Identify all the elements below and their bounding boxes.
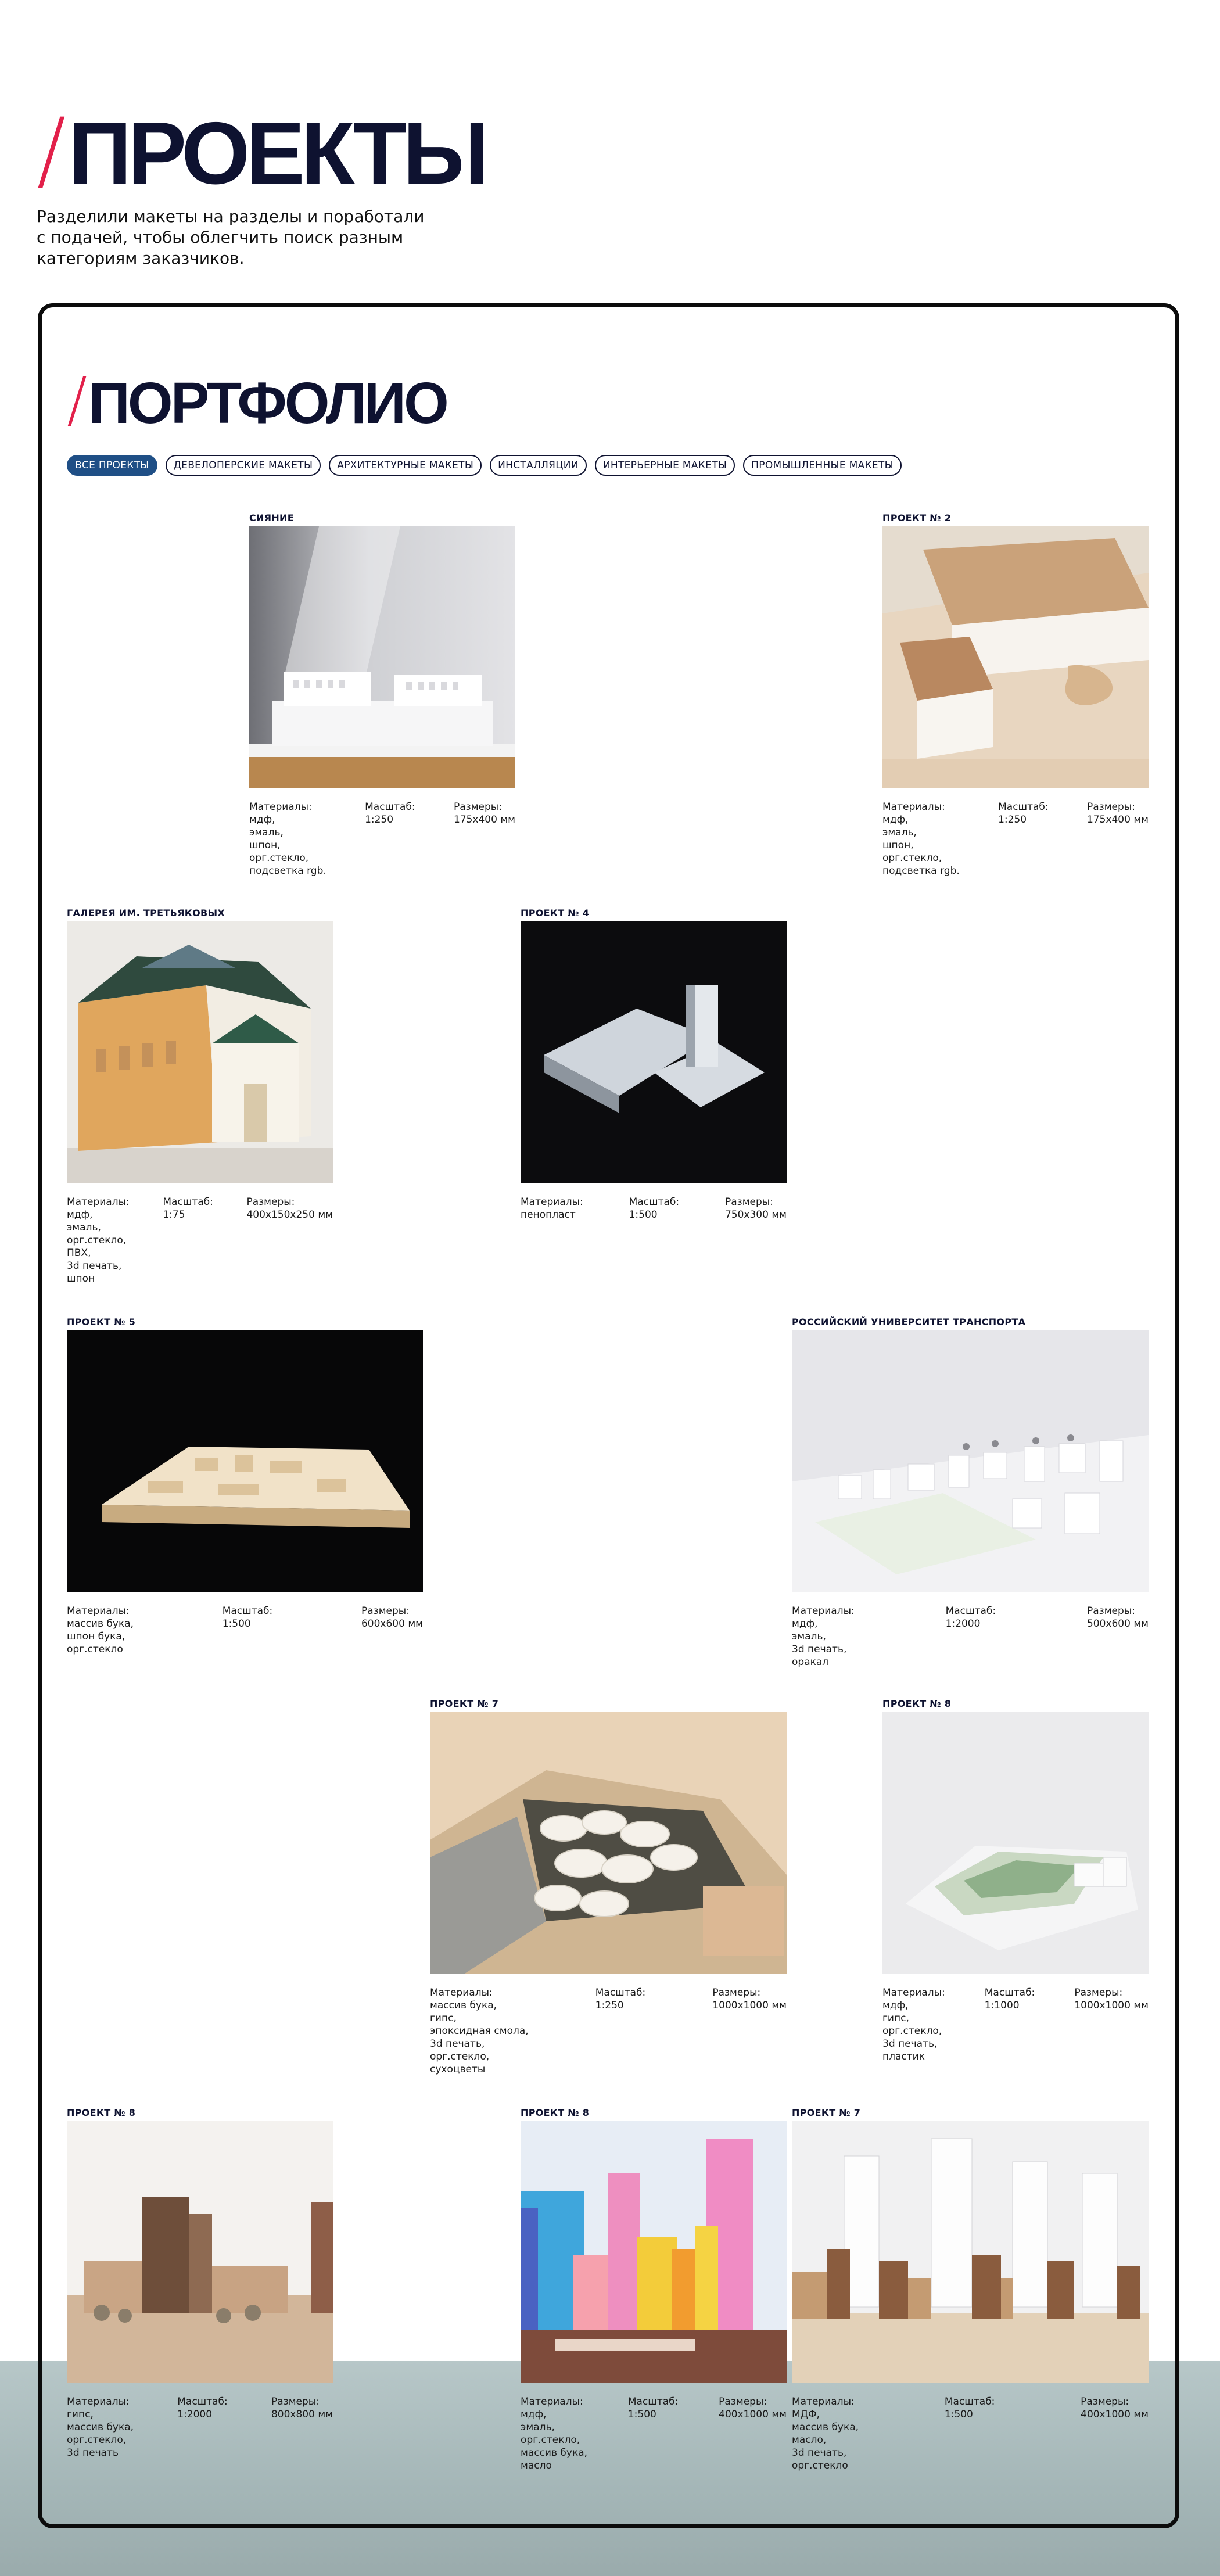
project-card[interactable] [249, 512, 515, 877]
meta-size [719, 2395, 787, 2472]
project-card[interactable] [67, 1316, 423, 1655]
size-value: 500х600 мм [1086, 1618, 1149, 1630]
hero-description: Разделили макеты на разделы и поработали с подачей, чтобы облегчить поиск разным категориям заказчиков. [37, 207, 425, 268]
size-label: Размеры: [712, 1987, 761, 1999]
materials-value: массив бука, шпон бука, орг.стекло [67, 1618, 134, 1655]
title-slash-mark: / [37, 100, 66, 201]
materials-value: мдф, эмаль, шпон, орг.стекло, подсветка rgb. [882, 814, 960, 877]
meta-scale [946, 1605, 996, 1669]
project-card[interactable] [67, 907, 333, 1285]
materials-value: мдф, гипс, орг.стекло, 3d печать, пластик [882, 2000, 942, 2062]
materials-value: массив бука, гипс, эпоксидная смола, 3d печать, орг.стекло, сухоцветы [430, 2000, 529, 2075]
project-card[interactable] [521, 2107, 787, 2471]
page-title [37, 100, 486, 203]
scale-label: Масштаб: [998, 801, 1049, 813]
portfolio-filter-bar [67, 455, 902, 476]
materials-label: Материалы: [249, 801, 312, 813]
project-photo[interactable] [521, 921, 787, 1183]
project-photo[interactable] [67, 921, 333, 1183]
project-photo[interactable] [430, 1712, 787, 1974]
meta-size [454, 801, 515, 877]
materials-label: Материалы: [67, 2396, 130, 2408]
project-card[interactable] [882, 1698, 1149, 2062]
size-value: 400х1000 мм [1081, 2409, 1149, 2420]
size-value: 1000х1000 мм [1074, 2000, 1149, 2011]
project-title: ПРОЕКТ № 5 [67, 1316, 136, 1328]
project-photo[interactable] [67, 2121, 333, 2383]
size-value: 400х150х250 мм [246, 1209, 333, 1221]
project-title: ПРОЕКТ № 2 [882, 512, 952, 523]
page-title-text: ПРОЕКТЫ [68, 104, 486, 203]
project-photo[interactable] [882, 526, 1149, 788]
meta-size [1081, 2395, 1149, 2472]
materials-value: мдф, эмаль, орг.стекло, ПВХ, 3d печать, шпон [67, 1209, 127, 1285]
project-photo[interactable] [882, 1712, 1149, 1974]
materials-value: мдф, эмаль, 3d печать, оракал [792, 1618, 847, 1668]
materials-label: Материалы: [792, 1605, 855, 1617]
project-photo[interactable] [792, 2121, 1149, 2383]
meta-size [361, 1605, 423, 1656]
materials-value: МДФ, массив бука, масло, 3d печать, орг.стекло [792, 2409, 859, 2471]
hero-section [37, 100, 486, 268]
project-card[interactable] [792, 1316, 1149, 1668]
materials-value: гипс, массив бука, орг.стекло, 3d печать [67, 2409, 134, 2459]
scale-label: Масштаб: [365, 801, 415, 813]
meta-scale [998, 801, 1049, 877]
project-meta [430, 1986, 787, 2076]
portfolio-slash-mark: / [67, 364, 88, 435]
meta-size [271, 2395, 333, 2459]
project-title: СИЯНИЕ [249, 512, 294, 523]
materials-label: Материалы: [430, 1987, 493, 1999]
project-photo[interactable] [67, 1330, 423, 1592]
meta-materials [792, 2395, 859, 2472]
meta-materials [521, 2395, 587, 2472]
project-card[interactable] [67, 2107, 333, 2459]
meta-scale [163, 1196, 213, 1285]
size-value: 1000х1000 мм [712, 2000, 787, 2011]
filter-industrial-models[interactable]: ПРОМЫШЛЕННЫЕ МАКЕТЫ [743, 455, 902, 476]
scale-value: 1:75 [163, 1209, 185, 1221]
project-meta [882, 801, 1149, 877]
meta-size [1074, 1986, 1149, 2063]
project-title: ГАЛЕРЕЯ ИМ. ТРЕТЬЯКОВЫХ [67, 907, 225, 919]
size-value: 175х400 мм [453, 814, 515, 826]
materials-value: пенопласт [521, 1209, 576, 1221]
materials-label: Материалы: [882, 801, 945, 813]
meta-size [1087, 801, 1149, 877]
project-photo[interactable] [521, 2121, 787, 2383]
materials-label: Материалы: [792, 2396, 855, 2408]
meta-scale [365, 801, 415, 877]
meta-size [246, 1196, 333, 1285]
scale-label: Масштаб: [944, 2396, 995, 2408]
size-value: 750х300 мм [724, 1209, 787, 1221]
portfolio-title-text: ПОРТФОЛИО [88, 371, 447, 436]
meta-scale [595, 1986, 646, 2076]
scale-label: Масштаб: [163, 1196, 213, 1208]
filter-all-projects[interactable]: ВСЕ ПРОЕКТЫ [67, 455, 157, 476]
project-meta [521, 2395, 787, 2472]
size-label: Размеры: [271, 2396, 320, 2408]
meta-scale [945, 2395, 995, 2472]
meta-materials [67, 2395, 134, 2459]
scale-value: 1:500 [629, 1209, 658, 1221]
project-card[interactable] [792, 2107, 1149, 2471]
scale-value: 1:2000 [945, 1618, 981, 1630]
materials-label: Материалы: [521, 2396, 583, 2408]
project-meta [792, 2395, 1149, 2472]
size-label: Размеры: [361, 1605, 410, 1617]
meta-materials [792, 1605, 855, 1669]
meta-materials [882, 1986, 945, 2063]
scale-value: 1:250 [998, 814, 1027, 826]
scale-label: Масштаб: [984, 1987, 1035, 1999]
size-label: Размеры: [1086, 801, 1135, 813]
project-meta [521, 1196, 787, 1221]
meta-scale [629, 1196, 680, 1221]
scale-value: 1:500 [222, 1618, 251, 1630]
size-label: Размеры: [724, 1196, 773, 1208]
size-value: 400х1000 мм [719, 2409, 787, 2420]
meta-size [1087, 1605, 1149, 1669]
size-label: Размеры: [1081, 2396, 1129, 2408]
size-label: Размеры: [246, 1196, 295, 1208]
filter-developer-models[interactable]: ДЕВЕЛОПЕРСКИЕ МАКЕТЫ [166, 455, 321, 476]
meta-materials [249, 801, 326, 877]
materials-value: мдф, эмаль, орг.стекло, массив бука, масло [521, 2409, 588, 2471]
project-meta [792, 1605, 1149, 1669]
filter-installations[interactable]: ИНСТАЛЛЯЦИИ [490, 455, 587, 476]
meta-materials [67, 1196, 130, 1285]
scale-label: Масштаб: [627, 2396, 679, 2408]
project-photo[interactable] [249, 526, 515, 788]
size-label: Размеры: [719, 2396, 767, 2408]
project-card[interactable] [430, 1698, 787, 2075]
meta-scale [177, 2395, 228, 2459]
scale-label: Масштаб: [595, 1987, 646, 1999]
size-value: 800х800 мм [271, 2409, 333, 2420]
filter-architectural-models[interactable]: АРХИТЕКТУРНЫЕ МАКЕТЫ [329, 455, 482, 476]
project-photo[interactable] [792, 1330, 1149, 1592]
scale-label: Масштаб: [177, 2396, 228, 2408]
portfolio-title [67, 364, 447, 436]
size-value: 175х400 мм [1086, 814, 1149, 826]
scale-value: 1:250 [595, 2000, 624, 2011]
materials-label: Материалы: [67, 1605, 130, 1617]
meta-scale [223, 1605, 273, 1656]
scale-label: Масштаб: [222, 1605, 273, 1617]
project-meta [249, 801, 515, 877]
project-title: ПРОЕКТ № 7 [430, 1698, 499, 1709]
materials-value: мдф, эмаль, шпон, орг.стекло, подсветка rgb. [249, 814, 326, 877]
project-meta [67, 1196, 333, 1285]
project-meta [67, 2395, 333, 2459]
scale-value: 1:500 [944, 2409, 973, 2420]
meta-size [725, 1196, 787, 1221]
project-title: ПРОЕКТ № 8 [67, 2107, 136, 2118]
project-title: ПРОЕКТ № 8 [521, 2107, 590, 2118]
meta-scale [985, 1986, 1035, 2063]
filter-interior-models[interactable]: ИНТЕРЬЕРНЫЕ МАКЕТЫ [595, 455, 735, 476]
meta-materials [882, 801, 960, 877]
scale-value: 1:2000 [177, 2409, 213, 2420]
meta-materials [430, 1986, 529, 2076]
project-title: ПРОЕКТ № 4 [521, 907, 590, 919]
size-label: Размеры: [1074, 1987, 1123, 1999]
scale-value: 1:1000 [984, 2000, 1020, 2011]
materials-label: Материалы: [521, 1196, 583, 1208]
materials-label: Материалы: [67, 1196, 130, 1208]
project-title: ПРОЕКТ № 8 [882, 1698, 952, 1709]
project-title: ПРОЕКТ № 7 [792, 2107, 861, 2118]
project-card[interactable] [521, 907, 787, 1221]
project-meta [882, 1986, 1149, 2063]
size-label: Размеры: [453, 801, 502, 813]
meta-size [712, 1986, 787, 2076]
meta-materials [67, 1605, 134, 1656]
scale-label: Масштаб: [629, 1196, 680, 1208]
project-title: РОССИЙСКИЙ УНИВЕРСИТЕТ ТРАНСПОРТА [792, 1316, 1026, 1328]
meta-materials [521, 1196, 583, 1221]
scale-value: 1:250 [365, 814, 394, 826]
size-value: 600х600 мм [361, 1618, 423, 1630]
scale-value: 1:500 [627, 2409, 656, 2420]
meta-scale [628, 2395, 679, 2472]
project-card[interactable] [882, 512, 1149, 877]
materials-label: Материалы: [882, 1987, 945, 1999]
scale-label: Масштаб: [945, 1605, 996, 1617]
size-label: Размеры: [1086, 1605, 1135, 1617]
project-meta [67, 1605, 423, 1656]
